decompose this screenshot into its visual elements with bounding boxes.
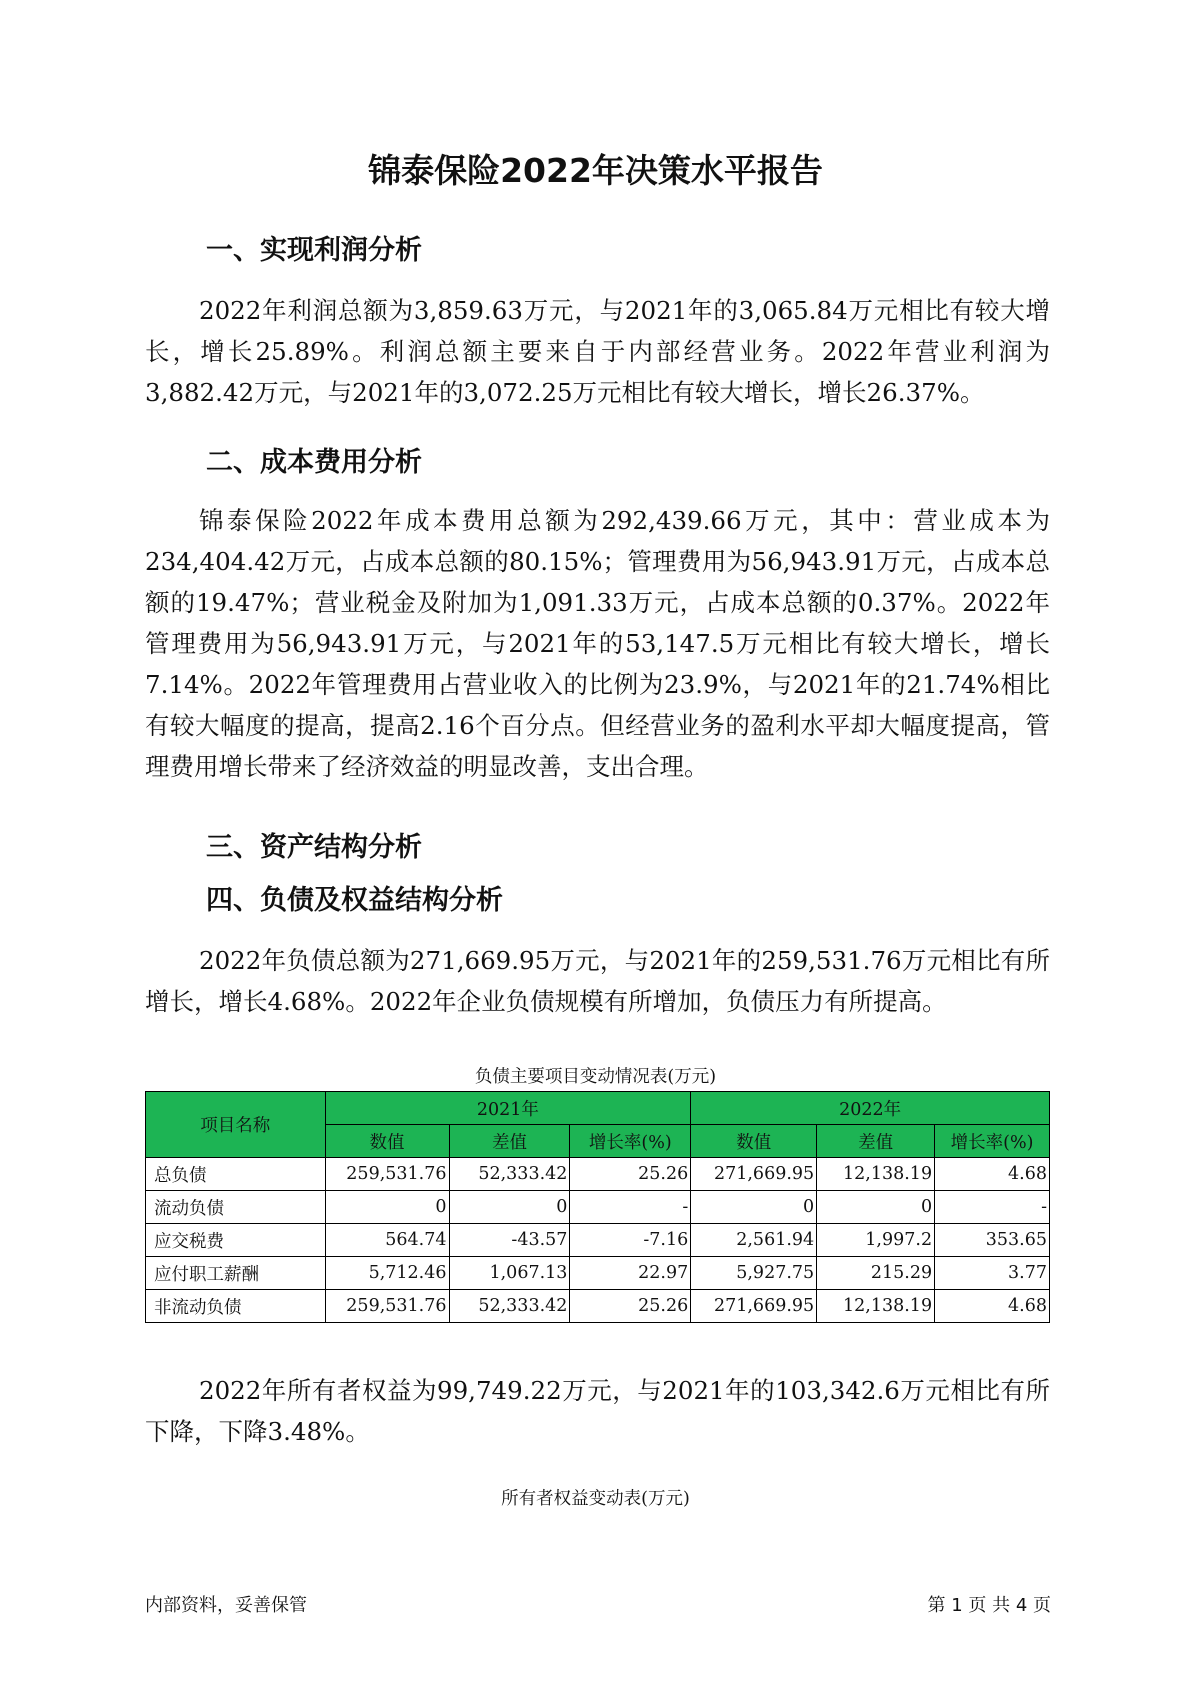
footer-confidential-note: 内部资料，妥善保管 bbox=[145, 1595, 307, 1616]
header-diff: 差值 bbox=[449, 1125, 570, 1158]
header-rate: 增长率(%) bbox=[570, 1125, 691, 1158]
table-row bbox=[146, 1257, 1050, 1290]
table-cell: 52,333.42 bbox=[449, 1158, 570, 1191]
table-cell: 271,669.95 bbox=[691, 1290, 817, 1323]
header-diff: 差值 bbox=[817, 1125, 935, 1158]
table-cell: 0 bbox=[817, 1191, 935, 1224]
table-cell: 1,067.13 bbox=[449, 1257, 570, 1290]
liability-table bbox=[145, 1091, 1050, 1323]
table-cell: 0 bbox=[449, 1191, 570, 1224]
header-rate: 增长率(%) bbox=[935, 1125, 1050, 1158]
table-cell: 0 bbox=[325, 1191, 449, 1224]
table-cell: 12,138.19 bbox=[817, 1290, 935, 1323]
profit-paragraph: 2022年利润总额为3,859.63万元，与2021年的3,065.84万元相比有较大增长，增长25.89%。利润总额主要来自于内部经营业务。2022年营业利润为3,882.42万元，与2021年的3,072.25万元相比有较大增长，增长26.37%。 bbox=[145, 296, 1050, 407]
table-cell: 2,561.94 bbox=[691, 1224, 817, 1257]
row-label: 应付职工薪酬 bbox=[146, 1257, 326, 1290]
header-year-2022: 2022年 bbox=[691, 1092, 1050, 1125]
table-cell: 5,927.75 bbox=[691, 1257, 817, 1290]
header-item-name: 项目名称 bbox=[146, 1092, 326, 1158]
table-cell: 259,531.76 bbox=[325, 1158, 449, 1191]
header-value: 数值 bbox=[691, 1125, 817, 1158]
footer-page-number: 第 1 页 共 4 页 bbox=[927, 1595, 1051, 1616]
row-label: 非流动负债 bbox=[146, 1290, 326, 1323]
liability-table-body bbox=[146, 1158, 1050, 1323]
liabilities-paragraph: 2022年负债总额为271,669.95万元，与2021年的259,531.76万元相比有所增长，增长4.68%。2022年企业负债规模有所增加，负债压力有所提高。 bbox=[145, 946, 1050, 1016]
table-cell: 215.29 bbox=[817, 1257, 935, 1290]
table-cell: 52,333.42 bbox=[449, 1290, 570, 1323]
equity-table-caption: 所有者权益变动表(万元) bbox=[501, 1489, 690, 1509]
table-cell: 22.97 bbox=[570, 1257, 691, 1290]
table-row bbox=[146, 1158, 1050, 1191]
table-cell: 353.65 bbox=[935, 1224, 1050, 1257]
table-cell: 259,531.76 bbox=[325, 1290, 449, 1323]
row-label: 应交税费 bbox=[146, 1224, 326, 1257]
table-cell: -7.16 bbox=[570, 1224, 691, 1257]
table-cell: 271,669.95 bbox=[691, 1158, 817, 1191]
table-cell: 5,712.46 bbox=[325, 1257, 449, 1290]
section-heading-assets: 三、资产结构分析 bbox=[206, 832, 422, 863]
table-cell: 3.77 bbox=[935, 1257, 1050, 1290]
table-cell: 564.74 bbox=[325, 1224, 449, 1257]
table-cell: 1,997.2 bbox=[817, 1224, 935, 1257]
table-cell: 0 bbox=[691, 1191, 817, 1224]
cost-paragraph: 锦泰保险2022年成本费用总额为292,439.66万元，其中：营业成本为234,404.42万元，占成本总额的80.15%；管理费用为56,943.91万元，占成本总额的19.47%；营业税金及附加为1,091.33万元，占成本总额的0.37%。2022年管理费用为56,943.91万元，与2021年的53,147.5万元相比有较大增长，增长7.14%。2022年管理费用占营业收入的比例为23.9%，与2021年的21.74%相比有较大幅度的提高，提高2.16个百分点。但经营业务的盈利水平却大幅度提高，管理费用增长带来了经济效益的明显改善，支出合理。 bbox=[145, 506, 1050, 781]
table-cell: 25.26 bbox=[570, 1290, 691, 1323]
row-label: 流动负债 bbox=[146, 1191, 326, 1224]
table-row bbox=[146, 1191, 1050, 1224]
table-cell: 12,138.19 bbox=[817, 1158, 935, 1191]
table-cell: 4.68 bbox=[935, 1158, 1050, 1191]
header-year-2021: 2021年 bbox=[325, 1092, 691, 1125]
equity-paragraph: 2022年所有者权益为99,749.22万元，与2021年的103,342.6万元相比有所下降，下降3.48%。 bbox=[145, 1376, 1050, 1446]
table-row bbox=[146, 1290, 1050, 1323]
table-cell: 4.68 bbox=[935, 1290, 1050, 1323]
table-row bbox=[146, 1224, 1050, 1257]
section-heading-cost: 二、成本费用分析 bbox=[206, 447, 422, 478]
table-cell: 25.26 bbox=[570, 1158, 691, 1191]
document-title: 锦泰保险2022年决策水平报告 bbox=[368, 151, 823, 190]
header-value: 数值 bbox=[325, 1125, 449, 1158]
table-cell: - bbox=[570, 1191, 691, 1224]
row-label: 总负债 bbox=[146, 1158, 326, 1191]
table-cell: - bbox=[935, 1191, 1050, 1224]
section-heading-profit: 一、实现利润分析 bbox=[206, 235, 422, 266]
section-heading-liabilities: 四、负债及权益结构分析 bbox=[206, 885, 503, 916]
table-cell: -43.57 bbox=[449, 1224, 570, 1257]
liability-table-caption: 负债主要项目变动情况表(万元) bbox=[474, 1067, 717, 1087]
